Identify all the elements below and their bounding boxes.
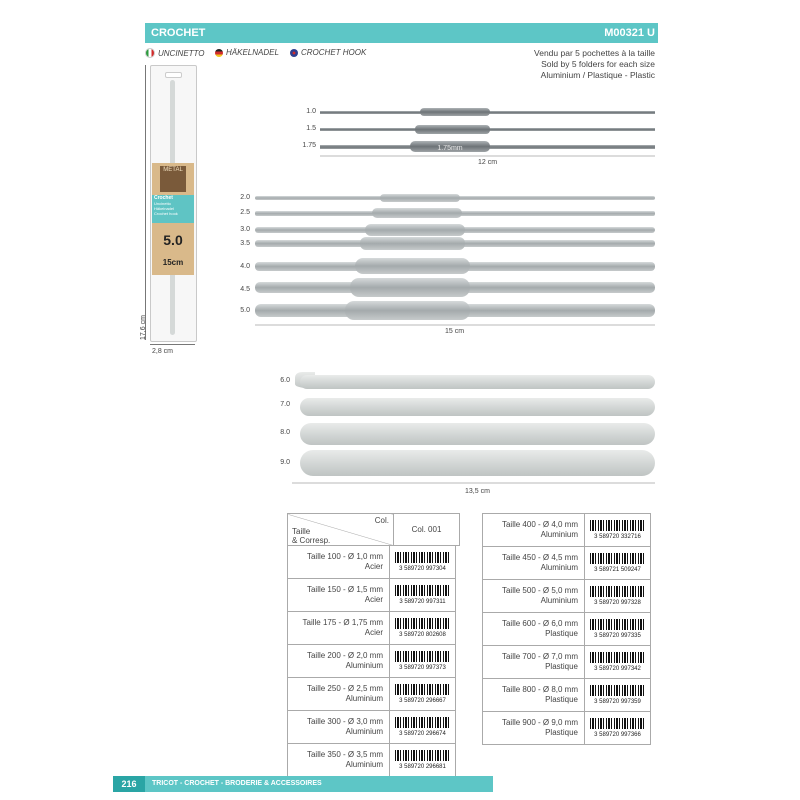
barcode-icon [590, 718, 646, 729]
barcode-icon [395, 717, 451, 728]
aluminium-hooks [255, 194, 655, 320]
hook-size-label: 1.75 [302, 142, 316, 149]
barcode-icon [590, 520, 646, 531]
table-row: Taille 400 - Ø 4,0 mm Aluminium 3 589720 332716 [483, 514, 651, 547]
reference-rows-left [287, 545, 456, 777]
table-header-row: Col. Taille & Corresp. Col. 001 [288, 514, 460, 546]
barcode-icon [395, 651, 451, 662]
hook-size-label: 9.0 [280, 459, 290, 466]
hook-size-label: 2.5 [240, 209, 250, 216]
ean-number: 3 589720 997373 [399, 664, 446, 671]
dimension-label-3: 13,5 cm [465, 488, 490, 495]
table-row: Taille 200 - Ø 2,0 mm Aluminium 3 589720 997373 [288, 645, 456, 678]
hook-3-marking: 1.75mm [437, 145, 463, 152]
hook-size-label: 4.0 [240, 263, 250, 270]
ean-number: 3 589720 997311 [399, 598, 446, 605]
table-row: Taille 600 - Ø 6,0 mm Plastique 3 589720 997335 [483, 613, 651, 646]
dimension-label-1: 12 cm [478, 159, 498, 166]
table-row: Taille 175 - Ø 1,75 mm Acier 3 589720 802608 [288, 612, 456, 645]
barcode-icon [395, 585, 451, 596]
hook-size-label: 1.5 [306, 125, 316, 132]
plastic-hooks [295, 372, 655, 476]
ean-number: 3 589720 802608 [399, 631, 446, 638]
table-row: Taille 450 - Ø 4,5 mm Aluminium 3 589721 509247 [483, 547, 651, 580]
barcode-icon [395, 750, 451, 761]
table-row: Taille 350 - Ø 3,5 mm Aluminium 3 589720 296681 [288, 744, 456, 777]
barcode-icon [590, 685, 646, 696]
lang-german: HÄKELNADEL [215, 48, 279, 57]
barcode-icon [590, 652, 646, 663]
package-width: 2,8 cm [152, 348, 174, 355]
hook-size-label: 8.0 [280, 429, 290, 436]
barcode-icon [590, 586, 646, 597]
hook-size-label: 2.0 [240, 194, 250, 201]
hook-size-label: 4.5 [240, 286, 250, 293]
brand-logo: METAL [160, 166, 186, 192]
hook-size-label: 3.0 [240, 226, 250, 233]
ean-number: 3 589720 296674 [399, 730, 446, 737]
package-height: 17,6 cm [140, 315, 147, 340]
hook-size-label: 3.5 [240, 240, 250, 247]
lang-italian: UNCINETTO [145, 48, 205, 58]
ean-number: 3 589720 997342 [594, 665, 641, 672]
reference-table-right [482, 513, 651, 745]
package-label: Crochet Uncinetto Häkelnadel Crochet hook [152, 195, 194, 223]
ean-number: 3 589720 997359 [594, 698, 641, 705]
barcode-icon [590, 619, 646, 630]
steel-hook-3 [320, 141, 655, 152]
hook-size-label: 1.0 [306, 108, 316, 115]
barcode-icon [395, 684, 451, 695]
table-row: Taille 900 - Ø 9,0 mm Plastique 3 589720 997366 [483, 712, 651, 745]
ean-number: 3 589720 997328 [594, 599, 641, 606]
barcode-icon [395, 618, 451, 629]
package-length: 15cm [162, 258, 184, 267]
table-row: Taille 700 - Ø 7,0 mm Plastique 3 589720 997342 [483, 646, 651, 679]
color-header: Col. 001 [394, 514, 460, 546]
ean-number: 3 589720 997366 [594, 731, 641, 738]
hook-size-label: 5.0 [240, 307, 250, 314]
steel-hook-2 [320, 125, 655, 134]
table-row: Taille 250 - Ø 2,5 mm Aluminium 3 589720 296667 [288, 678, 456, 711]
steel-hook-1 [320, 108, 655, 116]
hook-size-label: 7.0 [280, 401, 290, 408]
table-row: Taille 800 - Ø 8,0 mm Plastique 3 589720 997359 [483, 679, 651, 712]
category-title: CROCHET [145, 23, 211, 43]
lang-english: CROCHET HOOK [290, 48, 366, 57]
table-row: Taille 100 - Ø 1,0 mm Acier 3 589720 997304 [288, 546, 456, 579]
ean-number: 3 589720 296681 [399, 763, 446, 770]
table-row: Taille 500 - Ø 5,0 mm Aluminium 3 589720 997328 [483, 580, 651, 613]
table-row: Taille 300 - Ø 3,0 mm Aluminium 3 589720 296674 [288, 711, 456, 744]
reference-table-left [287, 513, 460, 546]
barcode-icon [395, 552, 451, 563]
table-row: Taille 150 - Ø 1,5 mm Acier 3 589720 997311 [288, 579, 456, 612]
barcode-icon [590, 553, 646, 564]
ean-number: 3 589720 997304 [399, 565, 446, 572]
ean-number: 3 589721 509247 [594, 566, 641, 573]
sold-info: Vendu par 5 pochettes à la taille Sold by 5 folders for each size Aluminium / Plastique - Plastic [534, 48, 655, 80]
dimension-label-2: 15 cm [445, 328, 465, 335]
ean-number: 3 589720 296667 [399, 697, 446, 704]
footer-section: TRICOT - CROCHET - BRODERIE & ACCESSOIRES [152, 780, 322, 787]
ean-number: 3 589720 997335 [594, 632, 641, 639]
product-code: M00321 U [604, 27, 655, 39]
hook-size-label: 6.0 [280, 377, 290, 384]
page-number: 216 [113, 776, 145, 792]
package-size: 5.0 [163, 232, 183, 248]
ean-number: 3 589720 332716 [594, 533, 641, 540]
